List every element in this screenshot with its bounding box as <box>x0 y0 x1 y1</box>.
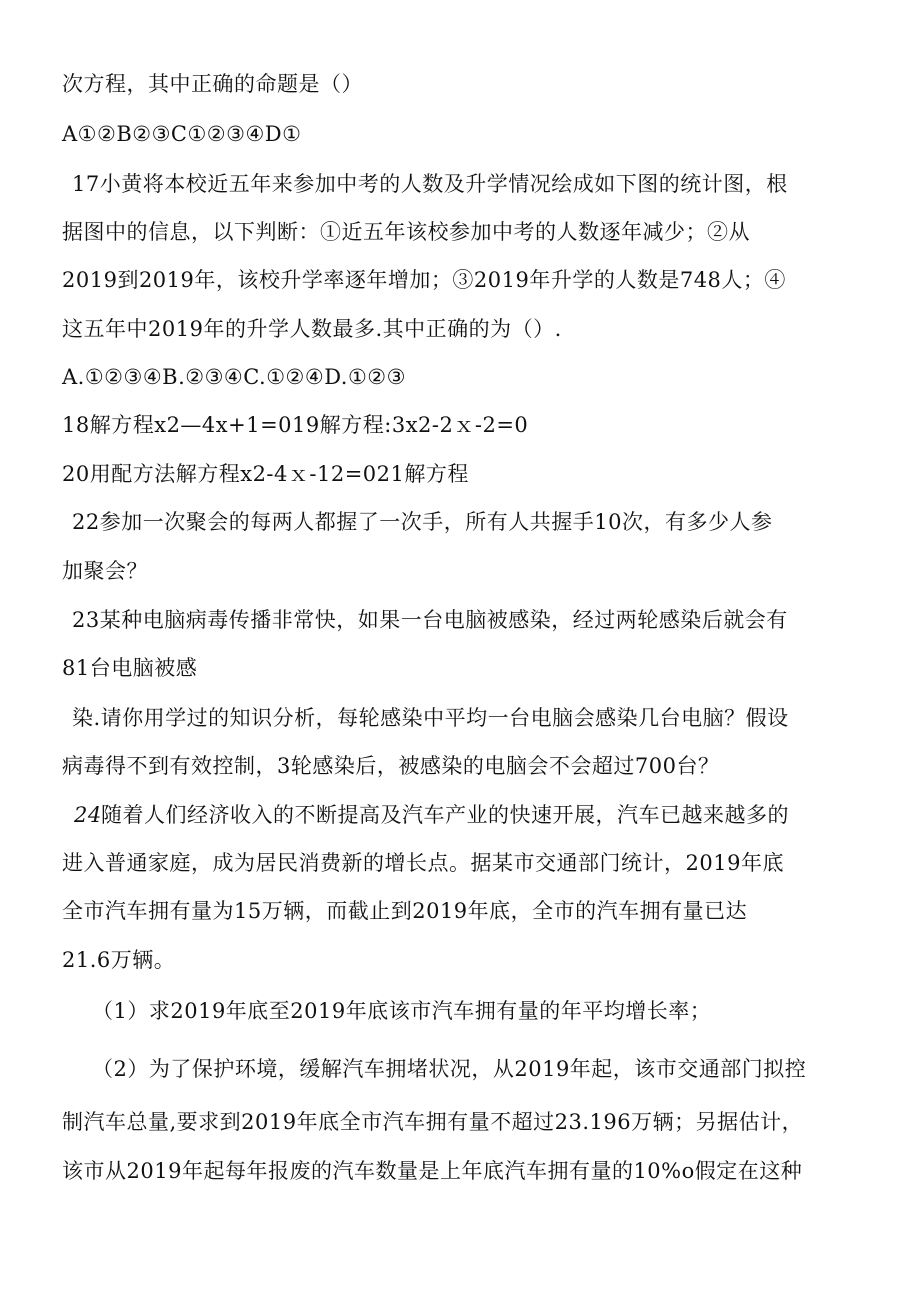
text-line: 这五年中2019年的升学人数最多.其中正确的为（）. <box>62 317 562 341</box>
text-line: 病毒得不到有效控制，3轮感染后，被感染的电脑会不会超过700台？ <box>62 754 720 778</box>
text-line: 染.请你用学过的知识分析，每轮感染中平均一台电脑会感染几台电脑？假设 <box>72 706 789 730</box>
question-22: 22参加一次聚会的每两人都握了一次手，所有人共握手10次，有多少人参 <box>72 510 773 534</box>
question-24-number: 24 <box>74 803 102 827</box>
sub-question-1: （1）求2019年底至2019年底该市汽车拥有量的年平均增长率； <box>92 999 712 1023</box>
answer-options: A①②B②③C①②③④D① <box>62 122 302 146</box>
sub-question-2: （2）为了保护环境，缓解汽车拥堵状况，从2019年起，该市交通部门拟控 <box>92 1057 807 1081</box>
question-20-21: 20用配方法解方程x2-4ｘ-12=021解方程 <box>62 462 469 486</box>
text-line: 2019到2019年，该校升学率逐年增加；③2019年升学的人数是748人；④ <box>62 268 786 292</box>
answer-options: A.①②③④B.②③④C.①②④D.①②③ <box>62 365 406 389</box>
text-line: 据图中的信息，以下判断：①近五年该校参加中考的人数逐年减少；②从 <box>62 220 750 244</box>
text-line: 进入普通家庭，成为居民消费新的增长点。据某市交通部门统计，2019年底 <box>62 851 784 875</box>
text-line: 制汽车总量,要求到2019年底全市汽车拥有量不超过23.196万辆；另据估计， <box>62 1110 804 1134</box>
text-line: 81台电脑被感 <box>62 656 198 680</box>
question-18-19: 18解方程x2—4x+1=019解方程:3x2-2ｘ-2=0 <box>62 413 529 437</box>
question-23: 23某种电脑病毒传播非常快，如果一台电脑被感染，经过两轮感染后就会有 <box>72 608 788 632</box>
text-line: 全市汽车拥有量为15万辆，而截止到2019年底，全市的汽车拥有量已达 <box>62 899 748 923</box>
text-line: 21.6万辆。 <box>62 948 176 972</box>
question-17: 17小黄将本校近五年来参加中考的人数及升学情况绘成如下图的统计图，根 <box>72 172 788 196</box>
text-line: 次方程，其中正确的命题是（） <box>62 72 363 96</box>
text-line: 该市从2019年起每年报废的汽车数量是上年底汽车拥有量的10%o假定在这种 <box>62 1159 803 1183</box>
question-24: 随着人们经济收入的不断提高及汽车产业的快速开展，汽车已越来越多的 <box>101 803 789 827</box>
text-line: 加聚会？ <box>62 559 148 583</box>
